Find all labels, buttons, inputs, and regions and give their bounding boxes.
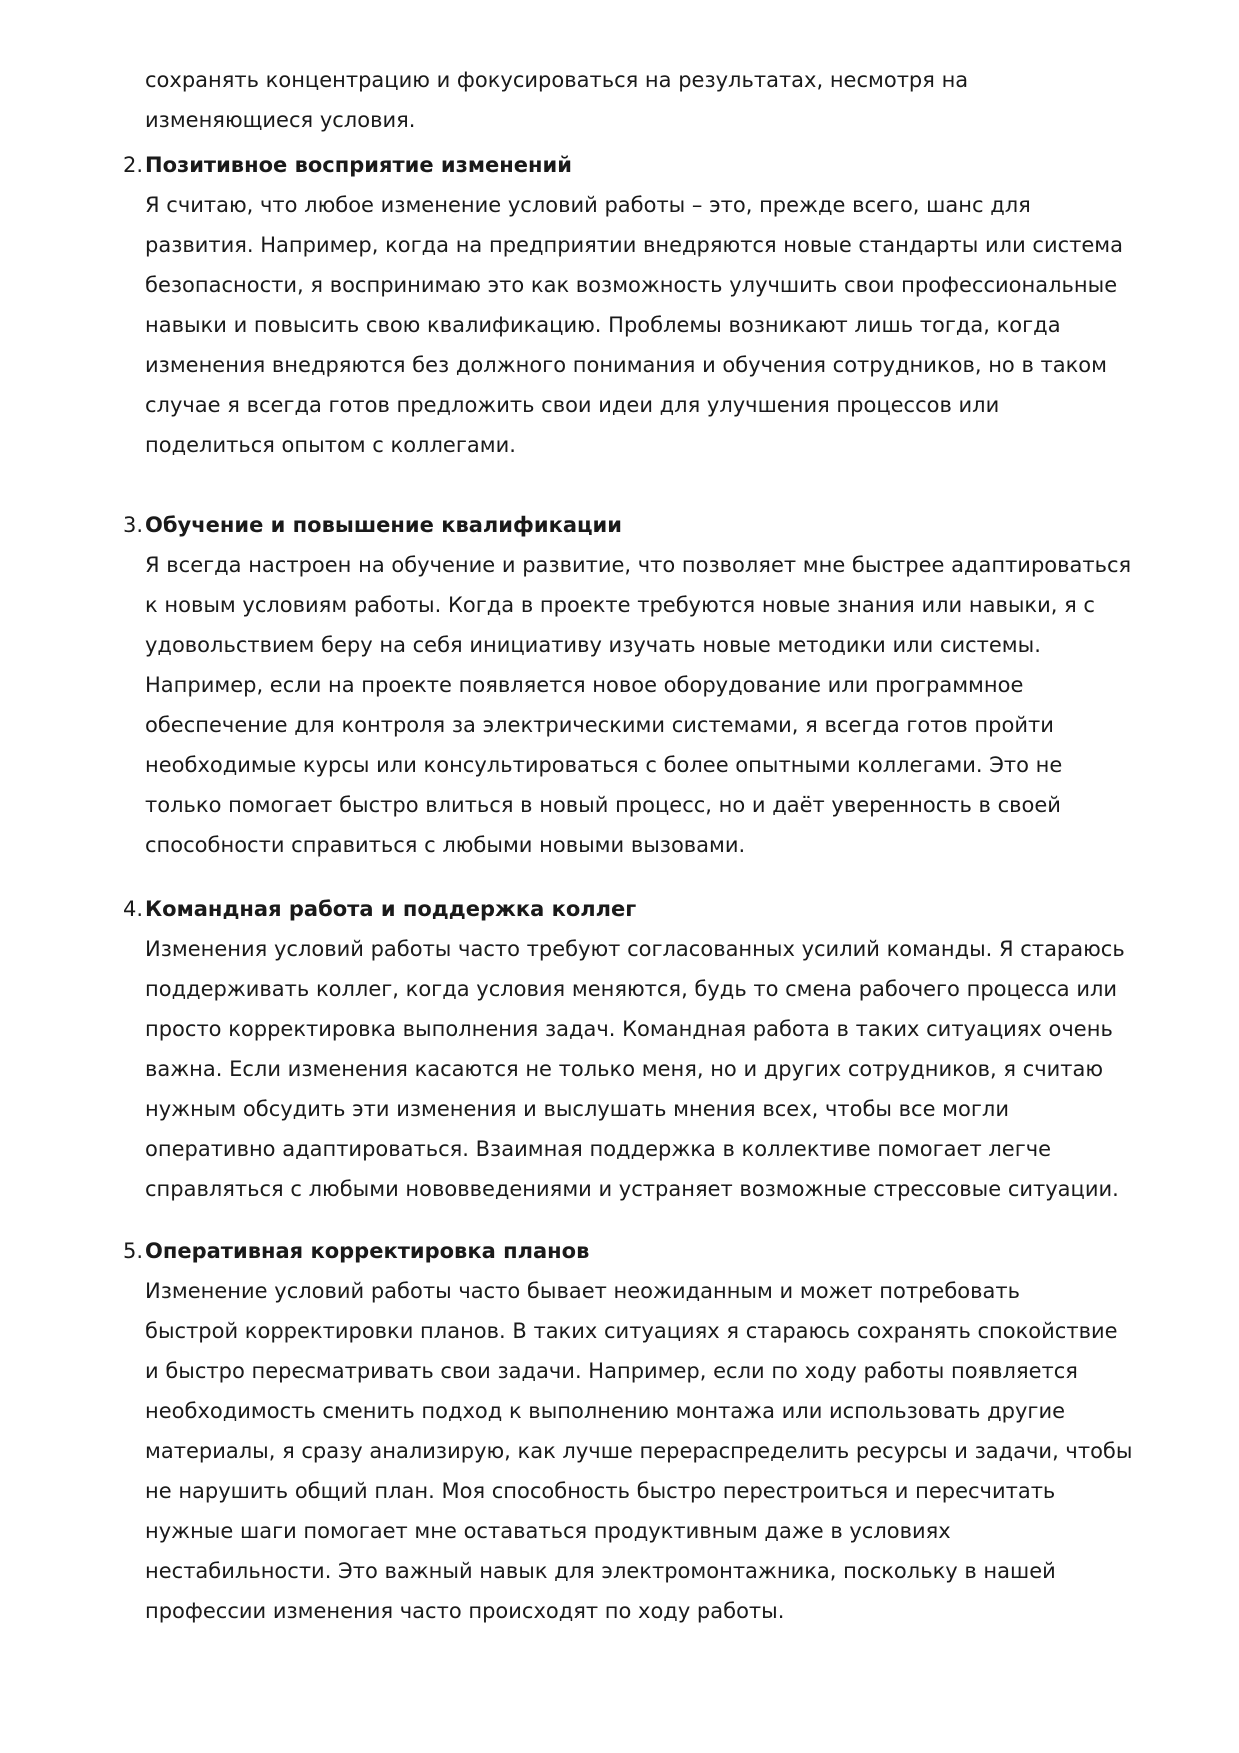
text-line: навыки и повысить свою квалификацию. Проблемы возникают лишь тогда, когда xyxy=(145,313,1061,337)
text-line: случае я всегда готов предложить свои идеи для улучшения процессов или xyxy=(145,393,1000,417)
text-line: изменяющиеся условия. xyxy=(145,108,416,132)
text-line: просто корректировка выполнения задач. Командная работа в таких ситуациях очень xyxy=(145,1017,1113,1041)
text-line: необходимость сменить подход к выполнению монтажа или использовать другие xyxy=(145,1399,1066,1423)
text-line: к новым условиям работы. Когда в проекте требуются новые знания или навыки, я с xyxy=(145,593,1095,617)
text-line: Изменение условий работы часто бывает неожиданным и может потребовать xyxy=(145,1279,1021,1303)
item-heading: Оперативная корректировка планов xyxy=(145,1239,590,1263)
text-line: нужным обсудить эти изменения и выслушать мнения всех, чтобы все могли xyxy=(145,1097,1009,1121)
text-line: и быстро пересматривать свои задачи. Например, если по ходу работы появляется xyxy=(145,1359,1078,1383)
text-line: только помогает быстро влиться в новый процесс, но и даёт уверенность в своей xyxy=(145,793,1061,817)
list-item-4 xyxy=(122,889,1155,1209)
text-line: справляться с любыми нововведениями и устраняет возможные стрессовые ситуации. xyxy=(145,1177,1119,1201)
text-line: быстрой корректировки планов. В таких ситуациях я стараюсь сохранять спокойствие xyxy=(145,1319,1118,1343)
text-line: материалы, я сразу анализирую, как лучше перераспределить ресурсы и задачи, чтобы xyxy=(145,1439,1133,1463)
text-line: способности справиться с любыми новыми вызовами. xyxy=(145,833,746,857)
list-number: 3. xyxy=(122,513,143,537)
list-number: 2. xyxy=(122,153,143,177)
text-line: оперативно адаптироваться. Взаимная поддержка в коллективе помогает легче xyxy=(145,1137,1052,1161)
text-line: Например, если на проекте появляется новое оборудование или программное xyxy=(145,673,1024,697)
text-line: поделиться опытом с коллегами. xyxy=(145,433,516,457)
text-line: Я всегда настроен на обучение и развитие, что позволяет мне быстрее адаптироваться xyxy=(145,553,1132,577)
text-line: нестабильности. Это важный навык для электромонтажника, поскольку в нашей xyxy=(145,1559,1056,1583)
text-line: изменения внедряются без должного понимания и обучения сотрудников, но в таком xyxy=(145,353,1107,377)
text-line: развития. Например, когда на предприятии внедряются новые стандарты или система xyxy=(145,233,1123,257)
text-line: не нарушить общий план. Моя способность быстро перестроиться и пересчитать xyxy=(145,1479,1056,1503)
text-line: сохранять концентрацию и фокусироваться на результатах, несмотря на xyxy=(145,68,969,92)
list-item-2 xyxy=(122,145,1155,465)
list-item-3 xyxy=(122,505,1155,865)
list-number: 5. xyxy=(122,1239,143,1263)
list-number: 4. xyxy=(122,897,143,921)
text-line: Я считаю, что любое изменение условий работы – это, прежде всего, шанс для xyxy=(145,193,1031,217)
text-line: нужные шаги помогает мне оставаться продуктивным даже в условиях xyxy=(145,1519,951,1543)
text-line: важна. Если изменения касаются не только меня, но и других сотрудников, я считаю xyxy=(145,1057,1104,1081)
item-heading: Командная работа и поддержка коллег xyxy=(145,897,637,921)
text-line: необходимые курсы или консультироваться с более опытными коллегами. Это не xyxy=(145,753,1063,777)
intro-paragraph xyxy=(145,60,1155,140)
text-line: обеспечение для контроля за электрическими системами, я всегда готов пройти xyxy=(145,713,1054,737)
text-line: профессии изменения часто происходят по ходу работы. xyxy=(145,1599,785,1623)
item-heading: Обучение и повышение квалификации xyxy=(145,513,622,537)
text-line: безопасности, я воспринимаю это как возможность улучшить свои профессиональные xyxy=(145,273,1118,297)
list-item-5 xyxy=(122,1231,1155,1631)
text-line: поддерживать коллег, когда условия меняются, будь то смена рабочего процесса или xyxy=(145,977,1118,1001)
item-heading: Позитивное восприятие изменений xyxy=(145,153,572,177)
text-line: Изменения условий работы часто требуют согласованных усилий команды. Я стараюсь xyxy=(145,937,1125,961)
text-line: удовольствием беру на себя инициативу изучать новые методики или системы. xyxy=(145,633,1041,657)
